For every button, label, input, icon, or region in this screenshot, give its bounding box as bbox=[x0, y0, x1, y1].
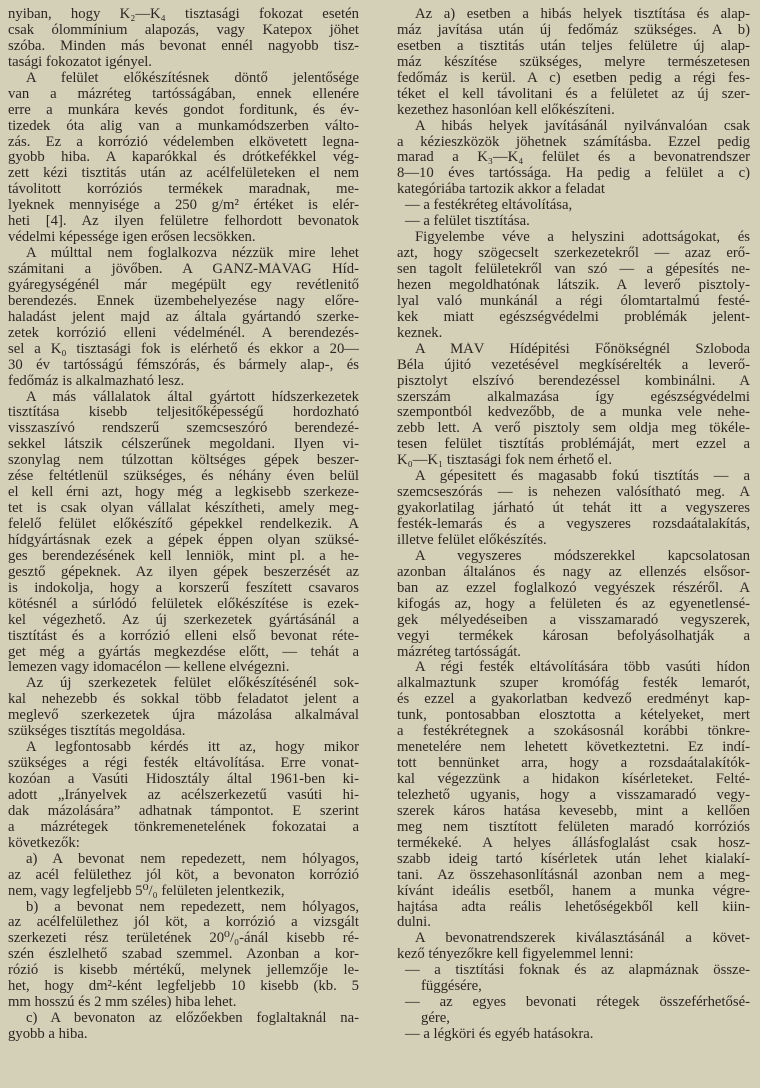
paragraph bbox=[397, 7, 750, 119]
text-line: máz készítése szükséges, melyre természetesen bbox=[397, 54, 750, 70]
paragraph bbox=[397, 549, 750, 661]
text-line: hezen megoldhatónak látszik. A leverő pisztoly- bbox=[397, 277, 750, 293]
list-item bbox=[397, 963, 750, 995]
text-line: A legfontosabb kérdés itt az, hogy mikor bbox=[26, 740, 359, 756]
paragraph bbox=[8, 740, 359, 852]
text-line: tizedek óta alig van a munkamódszerben válto- bbox=[8, 118, 359, 134]
paragraph bbox=[8, 1011, 359, 1043]
list-item bbox=[397, 198, 750, 214]
text-line: kezethez hasonlóan kell előkészíteni. bbox=[397, 102, 615, 118]
paragraph bbox=[8, 390, 359, 677]
text-line: heti [4]. Az ilyen felületre felhordott bevonatok bbox=[8, 214, 359, 230]
list-item bbox=[397, 1027, 750, 1043]
text-line: zetek korrózió elleni védelménél. A berendezés- bbox=[8, 325, 359, 341]
text-line: A MÁV Hídépitési Főnökségnél Szloboda bbox=[415, 341, 750, 357]
text-line: esetben a tisztitás után teljes felületre új alap- bbox=[397, 38, 750, 54]
text-line: meg nem tisztított felületen maradó korróziós bbox=[397, 819, 750, 835]
text-line: gyáregységénél már megépült egy revétlenitő bbox=[8, 277, 359, 293]
paragraph bbox=[397, 230, 750, 342]
text-line: szükséges a régi festék eltávolítása. Erre vonat- bbox=[8, 756, 359, 772]
text-line: get még a gyártás megkezdése előtt, — tehát a bbox=[8, 644, 359, 660]
left-column bbox=[8, 7, 359, 1043]
text-line: 30 év tartósságú fémszórás, és bármely alap-, és bbox=[8, 357, 359, 373]
text-line: tet is csak olyan vállalat készítheti, amely meg- bbox=[8, 501, 359, 517]
text-line: téket el kell távolitani és a felületet az új szer- bbox=[397, 86, 750, 102]
text-line: Béla újitó vezetésével megkísérelték a leverő- bbox=[397, 357, 750, 373]
text-line: kező tényezőkre kell figyelemmel lenni: bbox=[397, 947, 634, 963]
text-line: adott „Irányelvek az acélszerkezetű vasúti hi- bbox=[8, 787, 359, 803]
text-line: lyal való munkánál a régi ólomtartalmú festé- bbox=[397, 293, 750, 309]
text-line: haladást jelent majd az általa gyártandó szerke- bbox=[8, 309, 359, 325]
text-line: szemcseszórás — is nehezen valósítható meg. A bbox=[397, 485, 750, 501]
list-item bbox=[397, 214, 750, 230]
text-line: visszaszívó rendszerű szemcseszóró berendezé- bbox=[8, 421, 359, 437]
text-line: és ezzel a gyakorlatban kedvező eredményt kap- bbox=[397, 692, 750, 708]
text-line: kel végezhető. Az új szerkezetek gyártásánál a bbox=[8, 612, 359, 628]
text-line: kívánt ideális esetből, hanem a munka végre- bbox=[397, 883, 750, 899]
text-line: dak mázolására” adhatnak támpontot. E szerint bbox=[8, 803, 359, 819]
text-line: — a festékréteg eltávolítása, bbox=[405, 198, 573, 214]
text-line: is indokolja, hogy a korszerű feszített csavaros bbox=[8, 580, 359, 596]
text-line: tisztítása kisebb teljesitőképességű hordozható bbox=[8, 405, 359, 421]
text-line: hajtása adta reális lehetőségekből kell kiin- bbox=[397, 899, 750, 915]
text-line: függésére, bbox=[421, 979, 482, 995]
text-line: telezhető ugyanis, hogy a visszamaradó vegy- bbox=[397, 787, 750, 803]
text-line: c) A bevonaton az előzőekben foglaltaknál na- bbox=[26, 1011, 359, 1027]
text-line: van a mázréteg tartósságában, ennek ellenére bbox=[8, 86, 359, 102]
text-line: menetelére nem lehetett következtetni. Ez indí- bbox=[397, 740, 750, 756]
text-line: hídgyártásnak ezek a gépek éppen olyan szüksé- bbox=[8, 532, 359, 548]
text-line: a festékrétegnek a szokásosnál korábbi tönkre- bbox=[397, 724, 750, 740]
text-line: — az egyes bevonati rétegek összeférhetősé- bbox=[405, 995, 750, 1011]
text-line: Az a) esetben a hibás helyek tisztítása és alap- bbox=[415, 7, 750, 22]
text-line: csak ólommínium alapozás, vagy Katepox jöhet bbox=[8, 22, 359, 38]
paragraph bbox=[8, 246, 359, 389]
text-line: zése feltétlenül szükséges, és néhány éven belül bbox=[8, 469, 359, 485]
text-line: mm hosszú és 2 mm széles) hiba lehet. bbox=[8, 995, 237, 1011]
text-line: sel a K₀ tisztasági fok is elérhető és ekkor a 20— bbox=[8, 341, 359, 357]
text-line: berendezés. Ennek üzembehelyezése nagy előre- bbox=[8, 293, 359, 309]
text-line: szükséges tisztítás megoldása. bbox=[8, 724, 186, 740]
text-line: kal végezzünk a hidakon kísérleteket. Felté- bbox=[397, 772, 750, 787]
text-line: azt, hogy szögecselt szerkezetekről — azaz erő- bbox=[397, 246, 750, 262]
text-line: marad a K₃—K₄ felület és a bevonatrendszer bbox=[397, 150, 750, 166]
text-line: keznek. bbox=[397, 325, 443, 341]
text-line: K₀—K₁ tisztasági fok nem érhető el. bbox=[397, 453, 612, 469]
text-line: az acél felülethez jól köt, a bevonaton korrózió bbox=[8, 867, 359, 883]
text-line: — a felület tisztítása. bbox=[405, 214, 530, 230]
text-line: szerszám alkalmazása így egészségvédelmi bbox=[397, 389, 750, 405]
text-line: távolitott korróziós termékek maradnak, me- bbox=[8, 182, 359, 198]
text-line: kek miatt egészségvédelmi problémák jelent- bbox=[397, 309, 750, 325]
text-line: alkalmaztunk szuper kromófág festék lemarót, bbox=[397, 676, 750, 692]
text-line: kal nehezebb és sokkal több feladatot jelent a bbox=[8, 692, 359, 708]
text-line: a) A bevonat nem repedezett, nem hólyagos, bbox=[26, 851, 359, 867]
text-line: meglevő szerkezetek újra mázolása alkalmával bbox=[8, 708, 359, 724]
text-line: szén észlelhető szabad szemmel. Azonban a kor- bbox=[8, 947, 359, 963]
paragraph bbox=[397, 469, 750, 549]
text-line: tasági fokozatot igényel. bbox=[8, 54, 152, 70]
right-column bbox=[397, 7, 750, 1043]
text-line: Figyelembe véve a helyszini adottságokat, és bbox=[415, 230, 750, 246]
text-line: következők: bbox=[8, 835, 80, 851]
text-line: illetve felület előkészítés. bbox=[397, 532, 547, 548]
text-line: máz javítása után új fedőmáz szükséges. A b) bbox=[397, 22, 750, 38]
text-line: lemezen vagy idomacélon — kellene elvégezni. bbox=[8, 660, 290, 676]
list-item bbox=[397, 995, 750, 1027]
text-line: zett kézi tisztitás után az acélfelületeken el nem bbox=[8, 166, 359, 182]
text-line: nem, vagy legfeljebb 5⁰/₀ felületen jelentkezik, bbox=[8, 883, 285, 899]
text-line: het, hogy dm²-ként legfeljebb 10 kisebb (kb. 5 bbox=[8, 979, 359, 995]
text-line: mázréteg tartósságát. bbox=[397, 644, 521, 660]
text-line: felelő felület előkészítő gépekkel rendelkezik. A bbox=[8, 517, 359, 532]
text-line: ban az ezzel foglalkozó vegyészek részéről. A bbox=[397, 580, 750, 596]
text-line: A gépesitett és magasabb fokú tisztítás — a bbox=[415, 469, 750, 485]
paragraph bbox=[8, 676, 359, 740]
text-line: — a tisztítási foknak és az alapmáznak össze- bbox=[405, 963, 750, 979]
text-line: termékeké. A helyes állásfoglalást csak hosz- bbox=[397, 835, 750, 851]
text-line: rózió is kisebb mértékű, melynek jellemzője le- bbox=[8, 963, 359, 979]
text-line: tott bennünket arra, hogy a rozsdaátalakítók- bbox=[397, 756, 750, 772]
text-line: dulni. bbox=[397, 915, 431, 931]
text-line: fedőmáz is alkalmazható lesz. bbox=[8, 373, 185, 389]
text-line: sekkel látszik célszerűnek megoldani. Ilyen vi- bbox=[8, 437, 359, 453]
text-line: vegyi termékek károsan befolyásolhatják a bbox=[397, 628, 750, 644]
text-line: kategóriába tartozik akkor a feladat bbox=[397, 182, 605, 198]
text-line: szabb ideig tartó kísérletek után lehet kialakí- bbox=[397, 851, 750, 867]
text-line: tesen felület tisztítás problémáját, mert ezzel a bbox=[397, 437, 750, 453]
text-line: tunk, pontosabban elosztotta a kételyeket, mert bbox=[397, 708, 750, 724]
text-line: tisztítást és a korrózió elleni első bevonat réte- bbox=[8, 628, 359, 644]
text-line: tani. Az összehasonlításnál azonban nem a meg- bbox=[397, 867, 750, 883]
paragraph bbox=[397, 931, 750, 963]
text-line: A vegyszeres módszerekkel kapcsolatosan bbox=[415, 548, 750, 564]
text-line: b) a bevonat nem repedezett, nem hólyagos, bbox=[26, 899, 359, 915]
text-line: A hibás helyek javításánál nyilvánvalóan csak bbox=[415, 118, 750, 134]
text-line: kötésnél a súrlódó felületek előkészítése is ezek- bbox=[8, 596, 359, 612]
text-line: gesztő gépeknek. Az ilyen gépek beszerzését az bbox=[8, 564, 359, 580]
text-line: — a légköri és egyéb hatásokra. bbox=[405, 1027, 594, 1042]
text-line: szonylag nem túlzottan költséges gépek beszer- bbox=[8, 453, 359, 469]
text-line: számitani a jövőben. A GANZ-MÁVAG Híd- bbox=[8, 262, 359, 277]
text-line: zebb lett. A verő pisztoly sem oldja meg tökéle- bbox=[397, 421, 750, 437]
text-line: Az új szerkezetek felület előkészítésénél sok- bbox=[26, 676, 359, 692]
text-line: festék-lemarás és a vegyszeres rozsdaátalakítás, bbox=[397, 517, 750, 532]
text-line: lyeknek mennyisége a 250 g/m² értéket is elér- bbox=[8, 198, 359, 214]
text-line: A régi festék eltávolítására több vasúti hídon bbox=[415, 660, 750, 676]
text-line: ges berendezésének kell lenniök, mint pl. a he- bbox=[8, 548, 359, 564]
paragraph bbox=[8, 852, 359, 900]
text-line: zás. Ez a korrózió védelemben elkövetett legna- bbox=[8, 134, 359, 150]
text-line: a kézieszközök jöhetnek számításba. Ezzel pedig bbox=[397, 134, 750, 150]
paragraph bbox=[397, 342, 750, 470]
text-line: A felület előkészítésnek döntő jelentősége bbox=[26, 70, 359, 86]
text-line: védelmi képessége igen erősen lecsökken. bbox=[8, 230, 256, 246]
text-line: A bevonatrendszerek kiválasztásánál a követ- bbox=[415, 931, 750, 947]
text-line: szempontból kedvezőbb, de a munka vele nehe- bbox=[397, 405, 750, 421]
text-line: szóba. Minden más bevonat ennél nagyobb tisz- bbox=[8, 38, 359, 54]
text-line: sen tagolt felületekről van szó — a gépesítés ne- bbox=[397, 262, 750, 277]
paragraph bbox=[8, 71, 359, 246]
text-line: gyakorlatilag járható út tehát itt a vegyszeres bbox=[397, 501, 750, 517]
text-line: szerek káros hatása kevesebb, mint a kellően bbox=[397, 803, 750, 819]
text-line: A más vállalatok által gyártott hídszerkezetek bbox=[26, 389, 359, 405]
text-line: gek mélyedéseiben a visszamaradó vegyszerek, bbox=[397, 612, 750, 628]
text-line: erre a munkára kevés gondot forditunk, és év- bbox=[8, 102, 359, 118]
text-line: nyiban, hogy K₂—K₄ tisztasági fokozat esetén bbox=[8, 7, 359, 22]
text-line: A múlttal nem foglalkozva nézzük mire lehet bbox=[26, 246, 359, 262]
text-line: azonban általános és nagy az ellenzés elsősor- bbox=[397, 564, 750, 580]
text-line: szerkezeti rész területének 20⁰/₀-ánál kisebb ré- bbox=[8, 931, 359, 947]
text-line: el kell érni azt, hogy még a legkisebb szerkeze- bbox=[8, 485, 359, 501]
text-line: gére, bbox=[421, 1011, 450, 1027]
text-line: kozóan a Vasúti Hidosztály által 1961-ben ki- bbox=[8, 772, 359, 787]
text-line: pisztolyt elszívó berendezéssel kombinálni. A bbox=[397, 373, 750, 389]
text-line: gyobb hiba. A kaparókkal és drótkefékkel vég- bbox=[8, 150, 359, 166]
text-line: fedőmáz is kerül. A c) esetben pedig a régi fes- bbox=[397, 70, 750, 86]
paragraph bbox=[397, 119, 750, 199]
paragraph bbox=[8, 900, 359, 1012]
text-line: gyobb a hiba. bbox=[8, 1027, 88, 1042]
paragraph bbox=[8, 7, 359, 71]
paragraph bbox=[397, 660, 750, 931]
text-line: 8—10 éves tartóssága. Ha pedig a felület a c) bbox=[397, 166, 750, 182]
text-line: a mázrétegek tönkremenetelének fokozatai a bbox=[8, 819, 359, 835]
text-line: kifogás az, hogy a felületen és az egyenetlensé- bbox=[397, 596, 750, 612]
text-line: az acélfelülethez jól köt, a korrózió a vizsgált bbox=[8, 915, 359, 931]
